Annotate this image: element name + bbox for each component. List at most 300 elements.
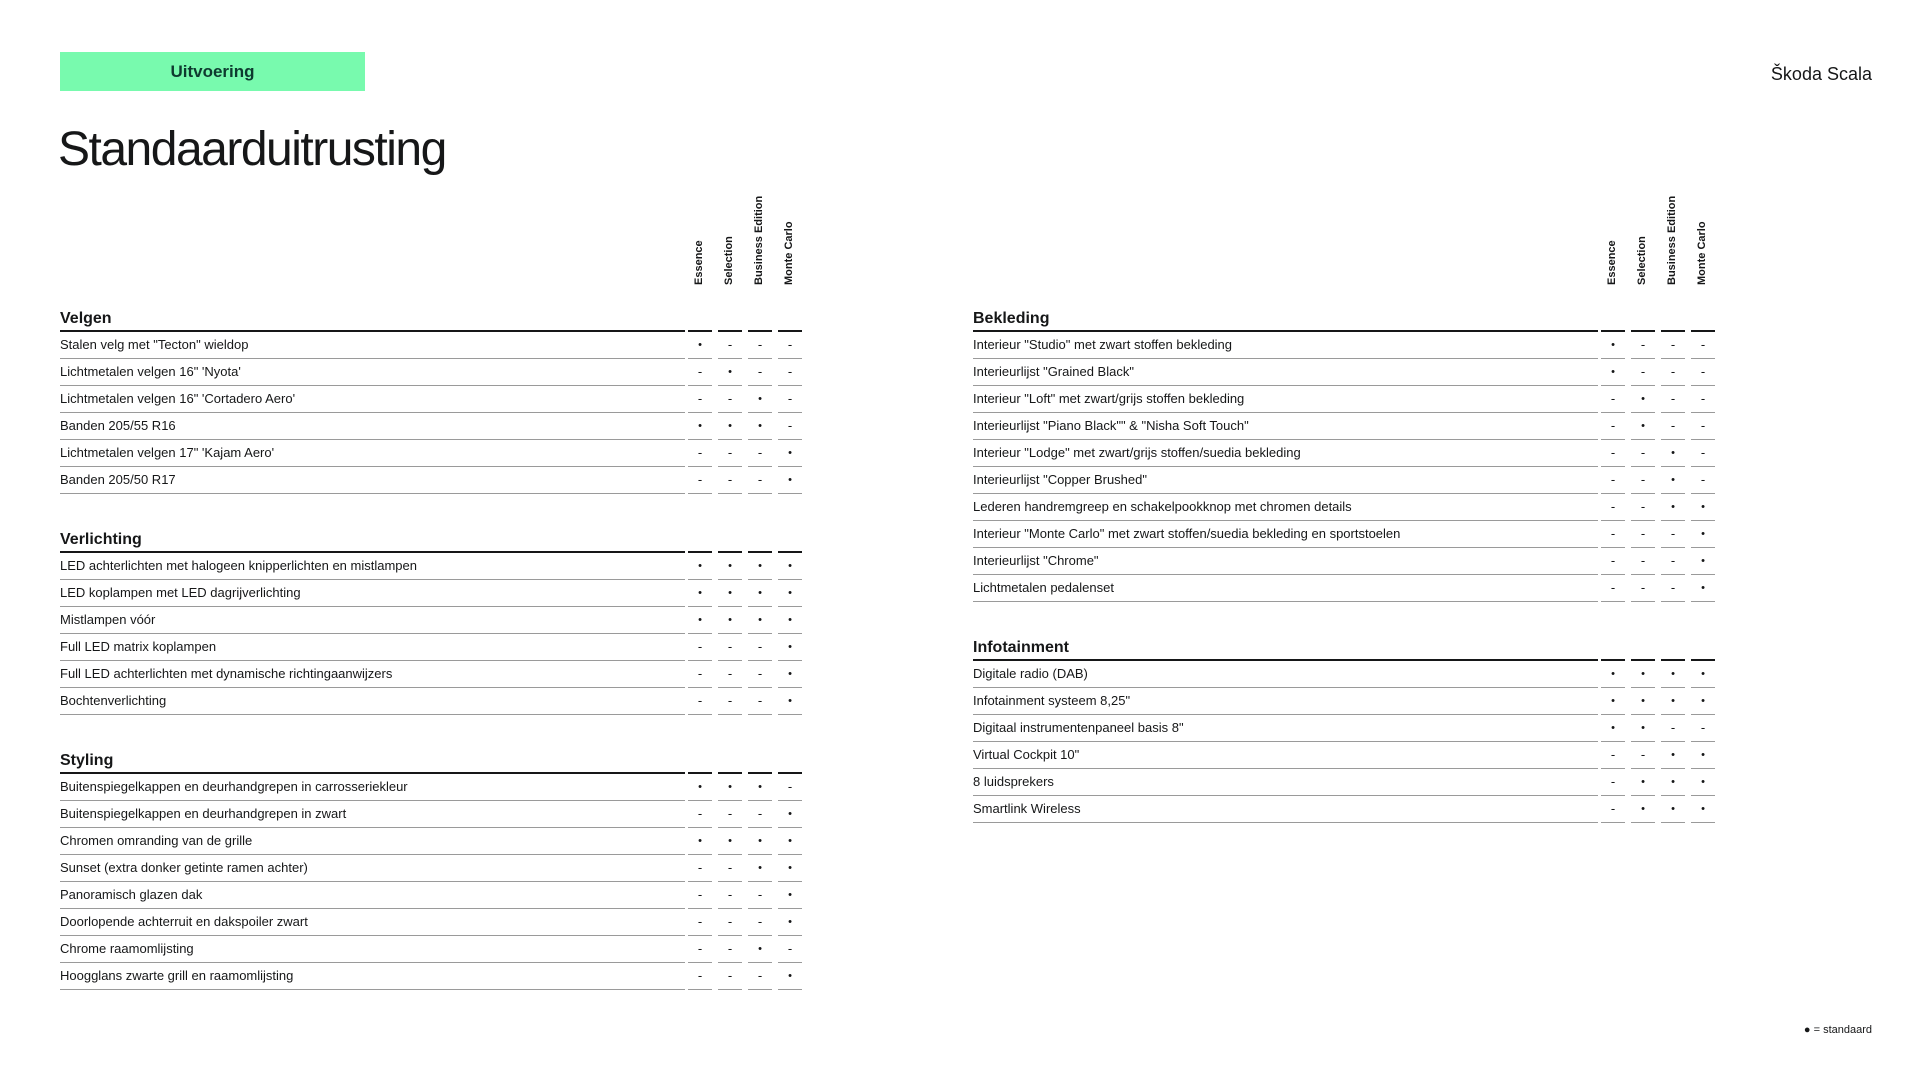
standard-dot: •: [1691, 548, 1715, 575]
value-cell: [715, 936, 745, 963]
not-available-dash: -: [1691, 467, 1715, 494]
row-label: Lichtmetalen velgen 16" 'Cortadero Aero': [60, 386, 685, 413]
value-cell: [685, 661, 715, 688]
value-cell: [1658, 467, 1688, 494]
column-header-spacer: [60, 200, 685, 300]
section-title: Verlichting: [60, 531, 685, 553]
row-label: Interieur "Loft" met zwart/grijs stoffen bekleding: [973, 386, 1598, 413]
value-cell: [745, 440, 775, 467]
value-cell: [1598, 661, 1628, 688]
standard-dot: •: [1661, 467, 1685, 494]
not-available-dash: -: [1601, 575, 1625, 602]
not-available-dash: -: [1631, 575, 1655, 602]
table-row: [973, 575, 1718, 602]
standard-dot: •: [778, 467, 802, 494]
table-row: [60, 909, 805, 936]
standard-dot: •: [778, 607, 802, 634]
value-cell: [1628, 688, 1658, 715]
section-header: [60, 300, 805, 332]
not-available-dash: -: [1601, 548, 1625, 575]
table-row: [973, 359, 1718, 386]
value-cell: [1628, 521, 1658, 548]
value-cell: [775, 553, 805, 580]
table-row: [973, 769, 1718, 796]
standard-dot: •: [718, 413, 742, 440]
value-cell: [715, 774, 745, 801]
not-available-dash: -: [748, 332, 772, 359]
standard-dot: •: [688, 828, 712, 855]
not-available-dash: -: [748, 467, 772, 494]
not-available-dash: -: [748, 359, 772, 386]
not-available-dash: -: [1601, 742, 1625, 769]
standard-dot: •: [778, 688, 802, 715]
value-cell: [685, 909, 715, 936]
value-cell: [1688, 413, 1718, 440]
table-row: [60, 936, 805, 963]
value-cell: [1628, 548, 1658, 575]
standard-dot: •: [688, 580, 712, 607]
column-header-label: Monte Carlo: [1696, 221, 1708, 285]
value-cell: [1688, 332, 1718, 359]
standard-dot: •: [1691, 521, 1715, 548]
table-row: [60, 828, 805, 855]
not-available-dash: -: [1691, 413, 1715, 440]
value-cell: [1658, 661, 1688, 688]
value-cell: [775, 688, 805, 715]
standard-dot: •: [1661, 494, 1685, 521]
row-label: Interieurlijst "Chrome": [973, 548, 1598, 575]
standard-dot: •: [1661, 769, 1685, 796]
value-cell: [715, 580, 745, 607]
not-available-dash: -: [778, 413, 802, 440]
column-header-row: [60, 195, 805, 300]
value-cell: [775, 634, 805, 661]
value-cell: [775, 386, 805, 413]
standard-dot: •: [1601, 359, 1625, 386]
not-available-dash: -: [688, 936, 712, 963]
standard-dot: •: [1631, 715, 1655, 742]
value-cell: [775, 909, 805, 936]
not-available-dash: -: [1601, 386, 1625, 413]
value-cell: [1598, 332, 1628, 359]
not-available-dash: -: [718, 963, 742, 990]
value-cell: [1658, 413, 1688, 440]
section-header: [973, 629, 1718, 661]
value-cell: [1658, 769, 1688, 796]
not-available-dash: -: [1631, 548, 1655, 575]
row-label: Sunset (extra donker getinte ramen achter): [60, 855, 685, 882]
standard-dot: •: [778, 801, 802, 828]
value-cell: [715, 855, 745, 882]
value-cell: [775, 661, 805, 688]
value-cell: [1658, 575, 1688, 602]
standard-dot: •: [718, 607, 742, 634]
section-title: Styling: [60, 752, 685, 774]
row-label: Buitenspiegelkappen en deurhandgrepen in carrosseriekleur: [60, 774, 685, 801]
value-cell: [745, 855, 775, 882]
not-available-dash: -: [718, 688, 742, 715]
table-row: [60, 855, 805, 882]
not-available-dash: -: [1631, 494, 1655, 521]
not-available-dash: -: [1661, 521, 1685, 548]
not-available-dash: -: [1601, 521, 1625, 548]
value-cell: [1658, 715, 1688, 742]
not-available-dash: -: [718, 855, 742, 882]
not-available-dash: -: [1601, 440, 1625, 467]
column-header-label: Monte Carlo: [783, 221, 795, 285]
column-header: [1628, 200, 1658, 300]
table-row: [60, 607, 805, 634]
not-available-dash: -: [718, 801, 742, 828]
not-available-dash: -: [1661, 548, 1685, 575]
table-row: [60, 634, 805, 661]
value-cell: [685, 855, 715, 882]
not-available-dash: -: [778, 359, 802, 386]
not-available-dash: -: [748, 963, 772, 990]
standard-dot: •: [1691, 494, 1715, 521]
value-cell: [775, 963, 805, 990]
value-cell: [1658, 548, 1688, 575]
table-row: [973, 796, 1718, 823]
column-header-label: Essence: [1606, 240, 1618, 285]
row-label: Full LED achterlichten met dynamische richtingaanwijzers: [60, 661, 685, 688]
column-header: [1658, 195, 1688, 300]
value-cell: [1688, 769, 1718, 796]
row-label: Buitenspiegelkappen en deurhandgrepen in zwart: [60, 801, 685, 828]
standard-dot: •: [748, 413, 772, 440]
value-cell: [1628, 742, 1658, 769]
value-cell: [1598, 413, 1628, 440]
not-available-dash: -: [1661, 386, 1685, 413]
column-header-label: Selection: [1636, 236, 1648, 285]
not-available-dash: -: [1661, 715, 1685, 742]
standard-dot: •: [1691, 796, 1715, 823]
value-cell: [685, 882, 715, 909]
value-cell: [775, 467, 805, 494]
row-label: Hoogglans zwarte grill en raamomlijsting: [60, 963, 685, 990]
table-row: [60, 386, 805, 413]
standard-dot: •: [688, 332, 712, 359]
value-cell: [1688, 494, 1718, 521]
legend: ● = standaard: [1803, 1024, 1872, 1036]
column-header-label: Business Edition: [1666, 195, 1678, 285]
standard-dot: •: [1661, 742, 1685, 769]
row-label: Interieur "Lodge" met zwart/grijs stoffen/suedia bekleding: [973, 440, 1598, 467]
not-available-dash: -: [778, 386, 802, 413]
value-cell: [715, 963, 745, 990]
value-cell: [1598, 467, 1628, 494]
row-label: 8 luidsprekers: [973, 769, 1598, 796]
value-cell: [715, 607, 745, 634]
table-row: [973, 715, 1718, 742]
value-cell: [745, 882, 775, 909]
value-cell: [775, 332, 805, 359]
value-cell: [1628, 715, 1658, 742]
value-cell: [1598, 796, 1628, 823]
value-cell: [1688, 688, 1718, 715]
table-row: [60, 332, 805, 359]
not-available-dash: -: [1601, 494, 1625, 521]
value-cell: [715, 688, 745, 715]
value-cell: [685, 963, 715, 990]
not-available-dash: -: [688, 855, 712, 882]
standard-dot: •: [718, 580, 742, 607]
not-available-dash: -: [748, 634, 772, 661]
not-available-dash: -: [688, 801, 712, 828]
value-cell: [1598, 575, 1628, 602]
standard-dot: •: [1691, 575, 1715, 602]
value-cell: [745, 909, 775, 936]
value-cell: [775, 607, 805, 634]
section-header: [973, 300, 1718, 332]
not-available-dash: -: [1661, 359, 1685, 386]
value-cell: [685, 440, 715, 467]
value-cell: [775, 855, 805, 882]
not-available-dash: -: [718, 386, 742, 413]
not-available-dash: -: [748, 661, 772, 688]
not-available-dash: -: [1601, 769, 1625, 796]
standard-dot: •: [688, 553, 712, 580]
not-available-dash: -: [778, 774, 802, 801]
standard-dot: •: [778, 855, 802, 882]
not-available-dash: -: [1691, 440, 1715, 467]
column-header: [1598, 200, 1628, 300]
value-cell: [685, 413, 715, 440]
standard-dot: •: [778, 661, 802, 688]
table-row: [973, 467, 1718, 494]
table-row: [60, 774, 805, 801]
table-row: [60, 580, 805, 607]
section: [60, 300, 805, 494]
value-cell: [1598, 521, 1628, 548]
value-cell: [715, 909, 745, 936]
column-header-label: Selection: [723, 236, 735, 285]
standard-dot: •: [1631, 661, 1655, 688]
standard-dot: •: [748, 936, 772, 963]
section: [973, 300, 1718, 602]
not-available-dash: -: [688, 909, 712, 936]
standard-dot: •: [1661, 796, 1685, 823]
value-cell: [775, 774, 805, 801]
value-cell: [715, 801, 745, 828]
not-available-dash: -: [778, 936, 802, 963]
not-available-dash: -: [688, 359, 712, 386]
standard-dot: •: [718, 553, 742, 580]
not-available-dash: -: [1661, 332, 1685, 359]
value-cell: [715, 882, 745, 909]
row-label: Virtual Cockpit 10": [973, 742, 1598, 769]
value-cell: [1598, 359, 1628, 386]
not-available-dash: -: [748, 688, 772, 715]
value-cell: [775, 828, 805, 855]
value-cell: [685, 936, 715, 963]
row-label: Stalen velg met "Tecton" wieldop: [60, 332, 685, 359]
table-row: [973, 661, 1718, 688]
value-cell: [1598, 769, 1628, 796]
standard-dot: •: [1601, 332, 1625, 359]
table-row: [973, 688, 1718, 715]
standard-dot: •: [688, 607, 712, 634]
value-cell: [745, 607, 775, 634]
not-available-dash: -: [1631, 359, 1655, 386]
row-label: Interieurlijst "Grained Black": [973, 359, 1598, 386]
standard-dot: •: [748, 580, 772, 607]
value-cell: [745, 963, 775, 990]
value-cell: [1658, 688, 1688, 715]
section-header: [60, 521, 805, 553]
section-badge: Uitvoering: [60, 52, 365, 91]
value-cell: [715, 467, 745, 494]
standard-dot: •: [1631, 386, 1655, 413]
row-label: Lichtmetalen velgen 17" 'Kajam Aero': [60, 440, 685, 467]
not-available-dash: -: [688, 882, 712, 909]
standard-dot: •: [1601, 715, 1625, 742]
value-cell: [685, 553, 715, 580]
not-available-dash: -: [688, 386, 712, 413]
not-available-dash: -: [1691, 359, 1715, 386]
value-cell: [1598, 386, 1628, 413]
value-cell: [1688, 521, 1718, 548]
value-cell: [745, 386, 775, 413]
standard-dot: •: [748, 553, 772, 580]
column-header: [715, 200, 745, 300]
value-cell: [1688, 661, 1718, 688]
value-cell: [745, 359, 775, 386]
value-cell: [1688, 715, 1718, 742]
value-cell: [775, 882, 805, 909]
standard-dot: •: [1631, 769, 1655, 796]
standard-dot: •: [1691, 688, 1715, 715]
value-cell: [775, 440, 805, 467]
table-row: [973, 413, 1718, 440]
standard-dot: •: [688, 774, 712, 801]
table-row: [973, 440, 1718, 467]
value-cell: [1658, 521, 1688, 548]
value-cell: [685, 688, 715, 715]
column-header-label: Essence: [693, 240, 705, 285]
value-cell: [775, 413, 805, 440]
table-row: [60, 553, 805, 580]
standard-dot: •: [748, 386, 772, 413]
not-available-dash: -: [1601, 796, 1625, 823]
standard-dot: •: [1601, 688, 1625, 715]
row-label: Interieur "Monte Carlo" met zwart stoffen/suedia bekleding en sportstoelen: [973, 521, 1598, 548]
column-header-row: [973, 195, 1718, 300]
row-label: Chromen omranding van de grille: [60, 828, 685, 855]
row-label: Lederen handremgreep en schakelpookknop met chromen details: [973, 494, 1598, 521]
value-cell: [685, 607, 715, 634]
value-cell: [715, 413, 745, 440]
row-label: Doorlopende achterruit en dakspoiler zwart: [60, 909, 685, 936]
value-cell: [745, 801, 775, 828]
value-cell: [1628, 440, 1658, 467]
value-cell: [1688, 359, 1718, 386]
standard-dot: •: [778, 828, 802, 855]
not-available-dash: -: [1631, 467, 1655, 494]
row-label: Panoramisch glazen dak: [60, 882, 685, 909]
value-cell: [775, 801, 805, 828]
standard-dot: •: [718, 774, 742, 801]
standard-dot: •: [1661, 440, 1685, 467]
value-cell: [685, 801, 715, 828]
value-cell: [1658, 440, 1688, 467]
not-available-dash: -: [688, 634, 712, 661]
value-cell: [715, 634, 745, 661]
row-label: Infotainment systeem 8,25": [973, 688, 1598, 715]
value-cell: [775, 936, 805, 963]
not-available-dash: -: [1631, 440, 1655, 467]
not-available-dash: -: [718, 936, 742, 963]
value-cell: [1628, 413, 1658, 440]
standard-dot: •: [1691, 769, 1715, 796]
not-available-dash: -: [748, 882, 772, 909]
column-header: [1688, 200, 1718, 300]
not-available-dash: -: [688, 440, 712, 467]
brand-name: Škoda Scala: [1770, 64, 1872, 84]
value-cell: [1688, 467, 1718, 494]
standard-dot: •: [1661, 688, 1685, 715]
standard-dot: •: [1631, 796, 1655, 823]
page-title: Standaarduitrusting: [58, 123, 446, 176]
value-cell: [1628, 332, 1658, 359]
not-available-dash: -: [748, 909, 772, 936]
standard-dot: •: [1691, 661, 1715, 688]
standard-dot: •: [748, 828, 772, 855]
value-cell: [1688, 386, 1718, 413]
value-cell: [685, 467, 715, 494]
not-available-dash: -: [718, 909, 742, 936]
table-row: [60, 963, 805, 990]
standard-dot: •: [718, 359, 742, 386]
value-cell: [685, 386, 715, 413]
not-available-dash: -: [718, 440, 742, 467]
value-cell: [745, 580, 775, 607]
standard-dot: •: [778, 553, 802, 580]
table-row: [973, 742, 1718, 769]
row-label: Interieurlijst "Copper Brushed": [973, 467, 1598, 494]
not-available-dash: -: [1601, 413, 1625, 440]
value-cell: [1598, 742, 1628, 769]
not-available-dash: -: [688, 688, 712, 715]
value-cell: [1628, 467, 1658, 494]
column-header-spacer: [973, 200, 1598, 300]
value-cell: [685, 580, 715, 607]
section-title: Velgen: [60, 310, 685, 332]
not-available-dash: -: [1691, 332, 1715, 359]
table-row: [60, 359, 805, 386]
section: [60, 521, 805, 715]
row-label: Lichtmetalen velgen 16" 'Nyota': [60, 359, 685, 386]
value-cell: [1658, 386, 1688, 413]
section: [60, 742, 805, 990]
value-cell: [1658, 796, 1688, 823]
row-label: Banden 205/55 R16: [60, 413, 685, 440]
not-available-dash: -: [748, 801, 772, 828]
value-cell: [685, 774, 715, 801]
table-row: [60, 882, 805, 909]
value-cell: [715, 828, 745, 855]
value-cell: [745, 634, 775, 661]
standard-dot: •: [748, 607, 772, 634]
value-cell: [775, 580, 805, 607]
value-cell: [715, 386, 745, 413]
standard-dot: •: [1691, 742, 1715, 769]
table-row: [60, 661, 805, 688]
section-title: Bekleding: [973, 310, 1598, 332]
value-cell: [745, 936, 775, 963]
value-cell: [745, 774, 775, 801]
row-label: LED koplampen met LED dagrijverlichting: [60, 580, 685, 607]
